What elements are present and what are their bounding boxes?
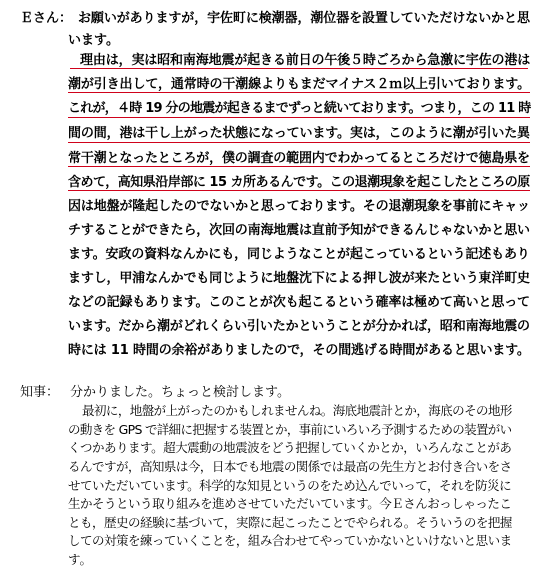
e-line-4: 潮が引き出して，通常時の干潮線よりもまだマイナス２ｍ以上引いております。 xyxy=(68,77,530,92)
e-line-8: 含めて，高知県沿岸部に 15 カ所あるんです。この退潮現象を起こしたところの原 xyxy=(68,175,530,190)
e-line-5: これが，４時 19 分の地震が起きるまでずっと続いております。つまり，この 11 時 xyxy=(68,101,531,116)
e-line-15: 時には 11 時間の余裕がありましたので，その間逃げる時間があると思います。 xyxy=(68,343,530,358)
e-line-9: 因は地盤が隆起したのでないかと思っております。その退潮現象を事前にキャッ xyxy=(68,199,530,214)
e-line-10: チすることができたら，次回の南海地震は直前予知ができるんじゃないかと思い xyxy=(68,223,530,238)
gov-line-5: るんですが，高知県は今，日本でも地震の関係では最高の先生方とお付き合いをさ xyxy=(68,458,512,474)
e-line-14: います。だから潮がどれくらい引いたかということが分かれば，昭和南海地震の xyxy=(68,319,530,334)
gov-line-9: しての対策を練っていくことを，組み合わせてやっていかないといけないと思いま xyxy=(68,533,512,549)
gov-line-7: 生かそうという取り組みを進めさせていただいています。今Ｅさんおっしゃったこ xyxy=(68,496,512,512)
e-line-2: います。 xyxy=(68,33,119,48)
e-line-11: ます。安政の資料なんかにも，同じようなことが起こっているという記述もあり xyxy=(68,247,530,262)
e-line-13: などの記録もあります。このことが次も起こるという確率は極めて高いと思って xyxy=(68,295,530,310)
gov-line-8: とも，歴史の経験に基づいて，実際に起こったことでやられる。そういうのを把握 xyxy=(68,514,512,530)
speaker-e: Ｅさん： xyxy=(20,11,73,26)
speaker-governor: 知事： xyxy=(20,385,60,400)
e-line-6: 間の間，港は干し上がった状態になっています。実は，このように潮が引いた異 xyxy=(68,126,530,141)
gov-line-4: くつかあります。超大震動の地震波をどう把握していくかとか，いろんなことがあ xyxy=(68,440,512,456)
e-line-12: ますし，甲浦なんかでも同じように地盤沈下による押し波が来たという東洋町史 xyxy=(68,271,530,286)
e-line-1: お願いがありますが，宇佐町に検潮器，潮位器を設置していただけないかと思 xyxy=(78,11,530,26)
e-line-7: 常干潮となったところが，僕の調査の範囲内でわかってるところだけで徳島県を xyxy=(68,151,530,166)
gov-line-3: の動きを GPS で詳細に把握する装置とか，事前にいろいろ予測するための装置がい xyxy=(68,421,512,437)
gov-line-2: 最初に，地盤が上がったのかもしれませんね。海底地震計とか，海底のその地形 xyxy=(82,403,512,418)
gov-line-6: せていただいています。科学的な知見というのをため込んでいって，それを防災に xyxy=(68,477,512,493)
gov-line-1: 分かりました。ちょっと検討します。 xyxy=(70,385,290,400)
e-line-3: 理由は，実は昭和南海地震が起きる前日の午後５時ごろから急激に宇佐の港は xyxy=(80,53,531,68)
gov-line-10: す。 xyxy=(68,552,93,567)
